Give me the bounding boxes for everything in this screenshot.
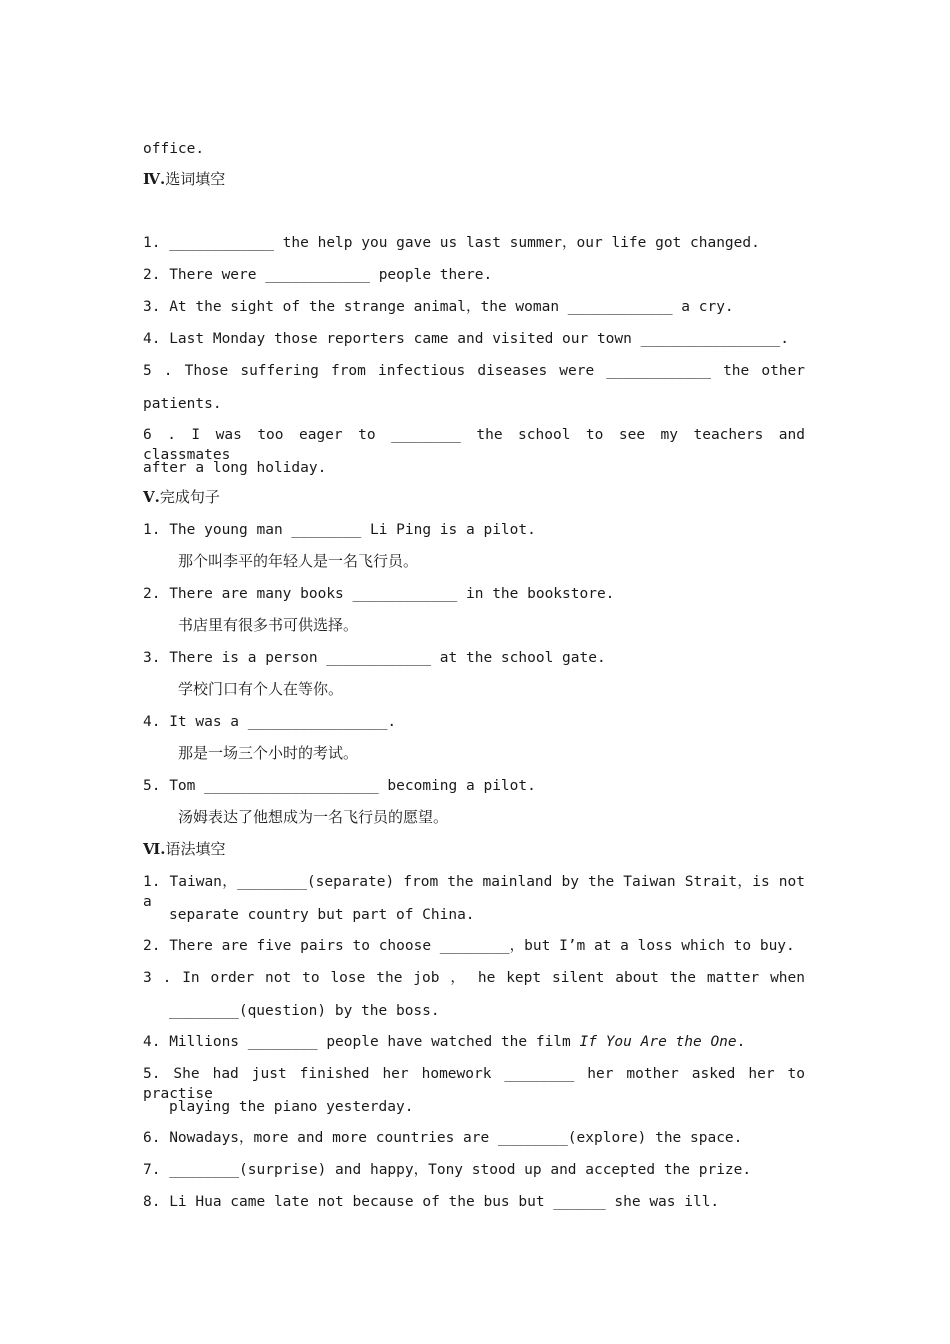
section-title: 完成句子 — [159, 488, 220, 506]
continued-line: office. — [143, 141, 205, 157]
film-title: If You Are the One — [579, 1034, 737, 1050]
chinese-translation: 学校门口有个人在等你。 — [178, 680, 344, 698]
question-line: 2. There were ____________ people there. — [143, 267, 493, 283]
question-line: 5 . Those suffering from infectious diseases were ____________ the other — [143, 363, 805, 379]
question-line: 5. Tom ____________________ becoming a pilot. — [143, 778, 536, 794]
question-line: 2. There are five pairs to choose ________，but I’m at a loss which to buy. — [143, 938, 795, 954]
question-line: 5. She had just finished her homework ________ her mother asked her to practise — [143, 1066, 805, 1102]
question-line: 2. There are many books ____________ in the bookstore. — [143, 586, 615, 602]
chinese-translation: 那个叫李平的年轻人是一名飞行员。 — [178, 552, 419, 570]
question-line — [143, 1032, 745, 1052]
section-title: 选词填空 — [165, 170, 226, 188]
question-line: 4. Last Monday those reporters came and visited our town ________________. — [143, 331, 790, 347]
chinese-translation: 书店里有很多书可供选择。 — [178, 616, 359, 634]
section-heading-v — [143, 487, 220, 507]
chinese-translation: 汤姆表达了他想成为一名飞行员的愿望。 — [178, 808, 449, 826]
question-line: patients. — [143, 396, 222, 412]
question-line: 8. Li Hua came late not because of the bus but ______ she was ill. — [143, 1194, 720, 1210]
chinese-translation: 那是一场三个小时的考试。 — [178, 744, 359, 762]
question-text: . — [736, 1034, 746, 1050]
section-numeral: Ⅳ. — [143, 170, 166, 188]
question-line: 3. At the sight of the strange animal，the woman ____________ a cry. — [143, 299, 734, 315]
question-line: 7. ________(surprise) and happy，Tony stood up and accepted the prize. — [143, 1162, 752, 1178]
section-title: 语法填空 — [165, 840, 226, 858]
section-heading-vi — [143, 839, 226, 859]
question-line: ________(question) by the boss. — [169, 1003, 440, 1019]
question-line: 4. It was a ________________. — [143, 714, 397, 730]
question-line: 3. There is a person ____________ at the school gate. — [143, 650, 606, 666]
question-line: 3 . In order not to lose the job ， he kept silent about the matter when — [143, 970, 805, 986]
question-line: after a long holiday. — [143, 460, 327, 476]
section-numeral: Ⅴ. — [143, 488, 160, 506]
question-line: 1. ____________ the help you gave us last summer，our life got changed. — [143, 235, 760, 251]
question-line: 1. Taiwan，________(separate) from the mainland by the Taiwan Strait，is not a — [143, 874, 805, 910]
section-numeral: Ⅵ. — [143, 840, 166, 858]
question-line: separate country but part of China. — [169, 907, 475, 923]
question-line: 1. The young man ________ Li Ping is a pilot. — [143, 522, 536, 538]
question-text: 4. Millions ________ people have watched the film — [143, 1034, 580, 1050]
section-heading-iv — [143, 169, 225, 189]
question-line: 6 . I was too eager to ________ the school to see my teachers and classmates — [143, 427, 805, 463]
question-line: playing the piano yesterday. — [169, 1099, 414, 1115]
question-line: 6. Nowadays，more and more countries are ________(explore) the space. — [143, 1130, 743, 1146]
